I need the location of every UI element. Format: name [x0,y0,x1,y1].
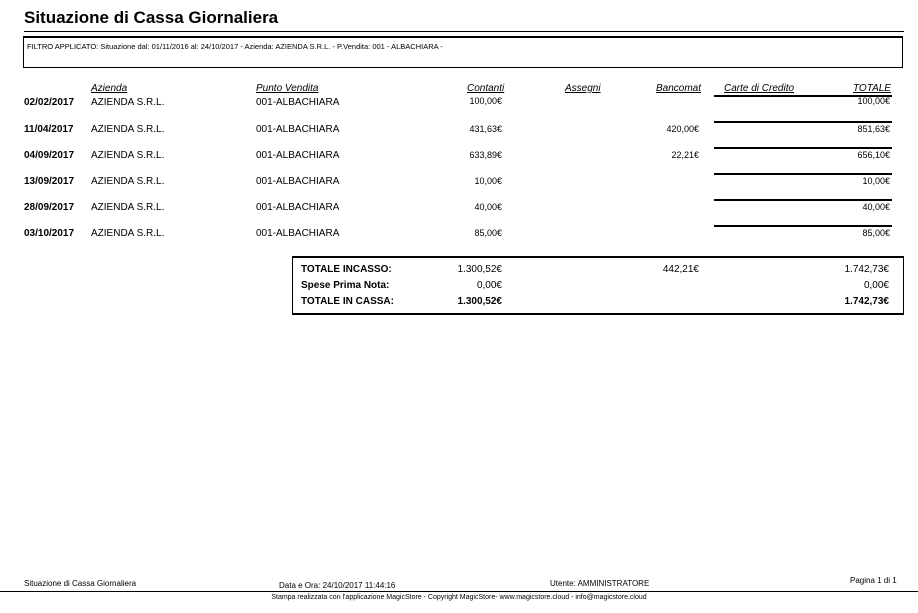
footer-datetime: Data e Ora: 24/10/2017 11:44:16 [279,581,396,590]
row-azienda: AZIENDA S.R.L. [91,176,165,187]
row-totale: 85,00€ [862,228,890,238]
row-date: 02/02/2017 [24,97,75,108]
summary-incasso-totale: 1.742,73€ [844,264,889,275]
row-totale: 40,00€ [862,202,890,212]
footer-user: Utente: AMMINISTRATORE [550,579,650,588]
footer-divider [0,591,918,592]
row-punto-vendita: 001-ALBACHIARA [256,202,340,213]
filter-text: FILTRO APPLICATO: Situazione dal: 01/11/2016 al: 24/10/2017 - Azienda: AZIENDA S.R.L. - P.Vendita: 001 - ALBACHIARA - [27,42,443,51]
row-azienda: AZIENDA S.R.L. [91,202,165,213]
column-header-totale: TOTALE [853,83,891,94]
row-azienda: AZIENDA S.R.L. [91,97,165,108]
row-punto-vendita: 001-ALBACHIARA [256,124,340,135]
row-totale: 851,63€ [857,124,890,134]
title-divider [24,31,904,32]
footer-report-name: Situazione di Cassa Giornaliera [24,579,137,588]
column-header-punto-vendita: Punto Vendita [256,83,319,94]
summary-incasso-label: TOTALE INCASSO: [301,264,392,275]
footer-page-number: Pagina 1 di 1 [850,576,897,585]
filter-box [23,36,903,68]
row-punto-vendita: 001-ALBACHIARA [256,97,340,108]
summary-incasso-contanti: 1.300,52€ [457,264,502,275]
row-date: 03/10/2017 [24,228,75,239]
row-total-rule [714,147,892,149]
row-contanti: 633,89€ [469,150,502,160]
row-total-rule [714,225,892,227]
footer-credits: Stampa realizzata con l'applicazione MagicStore - Copyright MagicStore- www.magicstore.cloud - info@magicstore.cloud [271,594,647,601]
column-header-assegni: Assegni [565,83,601,94]
column-header-carte-di-credito: Carte di Credito [724,83,795,94]
summary-cassa-totale: 1.742,73€ [844,296,889,307]
column-header-azienda: Azienda [91,83,128,94]
summary-spese-contanti: 0,00€ [476,280,502,291]
summary-cassa-label: TOTALE IN CASSA: [301,296,394,307]
row-punto-vendita: 001-ALBACHIARA [256,176,340,187]
row-date: 13/09/2017 [24,176,75,187]
row-punto-vendita: 001-ALBACHIARA [256,150,340,161]
page-title: Situazione di Cassa Giornaliera [24,8,279,27]
row-date: 28/09/2017 [24,202,75,213]
row-contanti: 100,00€ [469,96,502,106]
row-azienda: AZIENDA S.R.L. [91,228,165,239]
row-punto-vendita: 001-ALBACHIARA [256,228,340,239]
column-header-bancomat: Bancomat [656,83,702,94]
row-contanti: 85,00€ [474,228,502,238]
row-total-rule [714,121,892,123]
summary-spese-totale: 0,00€ [863,280,889,291]
summary-incasso-bancomat: 442,21€ [662,264,699,275]
row-totale: 10,00€ [862,176,890,186]
row-total-rule [714,199,892,201]
row-azienda: AZIENDA S.R.L. [91,150,165,161]
row-bancomat: 22,21€ [671,150,699,160]
row-totale: 100,00€ [857,96,890,106]
row-contanti: 431,63€ [469,124,502,134]
row-date: 11/04/2017 [24,124,74,135]
summary-cassa-contanti: 1.300,52€ [457,296,502,307]
row-totale: 656,10€ [857,150,890,160]
row-date: 04/09/2017 [24,150,75,161]
row-azienda: AZIENDA S.R.L. [91,124,165,135]
row-total-rule [714,173,892,175]
row-bancomat: 420,00€ [666,124,699,134]
column-header-contanti: Contanti [467,83,505,94]
row-contanti: 40,00€ [474,202,502,212]
row-contanti: 10,00€ [474,176,502,186]
summary-spese-label: Spese Prima Nota: [301,280,390,291]
